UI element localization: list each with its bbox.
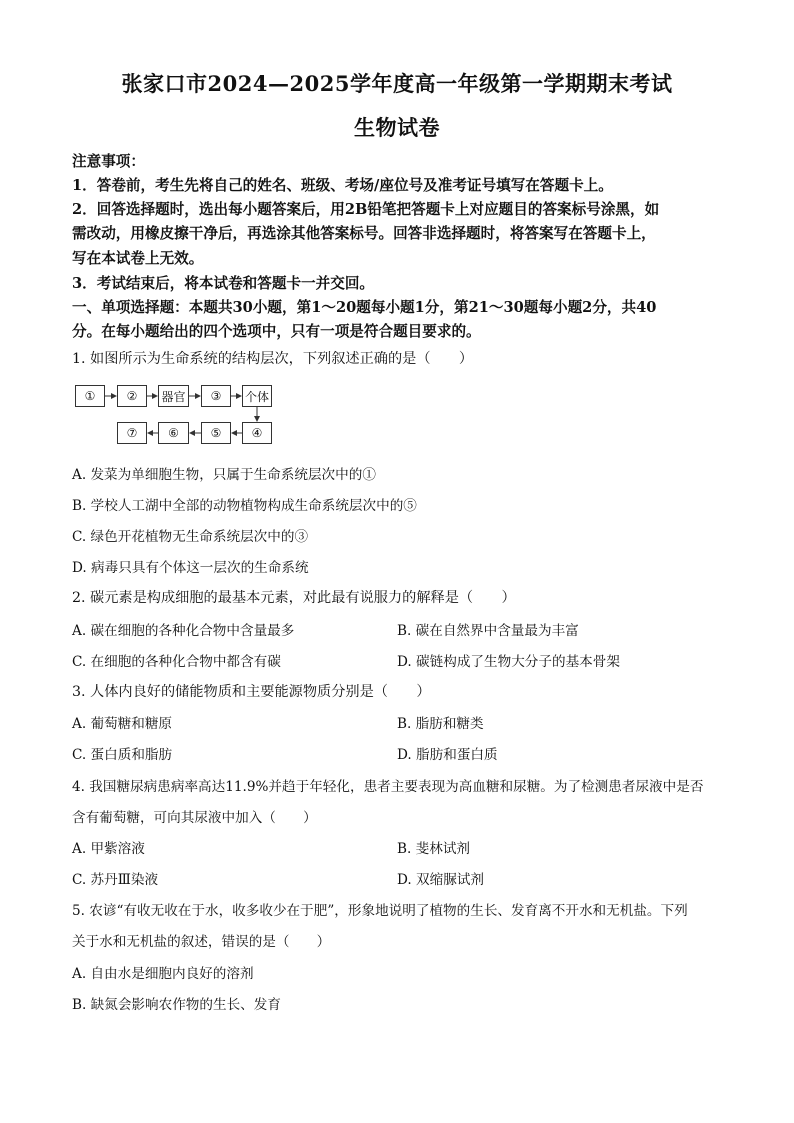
diagram-box-6: ⑥ [158,422,189,444]
q3-option-b: B. 脂肪和糖类 [397,716,484,732]
q4-stem-line-2: 含有葡萄糖，可向其尿液中加入（ ） [72,810,317,826]
diagram-box-5: ⑤ [201,422,231,444]
q3-option-c: C. 蛋白质和脂肪 [72,747,173,763]
q4-option-d: D. 双缩脲试剂 [397,872,485,888]
exam-title: 张家口市2024—2025学年度高一年级第一学期期末考试 [121,71,673,96]
diagram-box-7: ⑦ [117,422,147,444]
q1-option-b: B. 学校人工湖中全部的动物植物构成生命系统层次中的⑤ [72,498,417,514]
notice-line-3: 需改动，用橡皮擦干净后，再选涂其他答案标号。回答非选择题时，将答案写在答题卡上， [72,225,656,242]
q1-option-c: C. 绿色开花植物无生命系统层次中的③ [72,529,309,545]
diagram-box-2: ② [117,385,147,407]
section1-line-2: 分。在每小题给出的四个选项中，只有一项是符合题目要求的。 [72,323,481,340]
notice-line-1: 1．答卷前，考生先将自己的姓名、班级、考场/座位号及准考证号填写在答题卡上。 [72,177,613,194]
diagram-box-1: ① [75,385,105,407]
q4-option-a: A. 甲紫溶液 [72,841,145,857]
q2-option-a: A. 碳在细胞的各种化合物中含量最多 [72,623,295,639]
q2-stem: 2. 碳元素是构成细胞的最基本元素，对此最有说服力的解释是（ ） [72,590,516,606]
exam-subtitle: 生物试卷 [354,115,440,140]
notice-line-2: 2．回答选择题时，选出每小题答案后，用2B铅笔把答题卡上对应题目的答案标号涂黑，如 [72,201,660,218]
diagram-box-organ: 器官 [158,385,189,407]
diagram-box-4: ④ [242,422,272,444]
q5-option-b: B. 缺氮会影响农作物的生长、发育 [72,997,281,1013]
section1-line-1: 一、单项选择题：本题共30小题，第1～20题每小题1分，第21～30题每小题2分，共40 [72,299,657,316]
q2-option-c: C. 在细胞的各种化合物中都含有碳 [72,654,281,670]
notice-line-5: 3．考试结束后，将本试卷和答题卡一并交回。 [72,275,375,292]
q5-option-a: A. 自由水是细胞内良好的溶剂 [72,966,254,982]
q3-option-a: A. 葡萄糖和糖原 [72,716,173,732]
notice-heading: 注意事项： [72,153,145,170]
q2-option-d: D. 碳链构成了生物大分子的基本骨架 [397,654,620,670]
notice-line-4: 写在本试卷上无效。 [72,250,204,267]
q3-stem: 3. 人体内良好的储能物质和主要能源物质分别是（ ） [72,684,431,700]
q4-option-b: B. 斐林试剂 [397,841,471,857]
q2-option-b: B. 碳在自然界中含量最为丰富 [397,623,579,639]
q3-option-d: D. 脂肪和蛋白质 [397,747,498,763]
q1-stem: 1. 如图所示为生命系统的结构层次，下列叙述正确的是（ ） [72,351,474,367]
q5-stem-line-2: 关于水和无机盐的叙述，错误的是（ ） [72,934,331,950]
q4-stem-line-1: 4. 我国糖尿病患病率高达11.9%并趋于年轻化，患者主要表现为高血糖和尿糖。为了检测患者尿液中是否 [72,779,704,795]
diagram-box-individual: 个体 [242,385,272,407]
q1-option-a: A. 发菜为单细胞生物，只属于生命系统层次中的① [72,467,376,483]
diagram-box-3: ③ [201,385,231,407]
q1-option-d: D. 病毒只具有个体这一层次的生命系统 [72,560,309,576]
q4-option-c: C. 苏丹Ⅲ染液 [72,872,159,888]
q5-stem-line-1: 5. 农谚“有收无收在于水，收多收少在于肥”，形象地说明了植物的生长、发育离不开水和无机盐。下列 [72,903,688,919]
